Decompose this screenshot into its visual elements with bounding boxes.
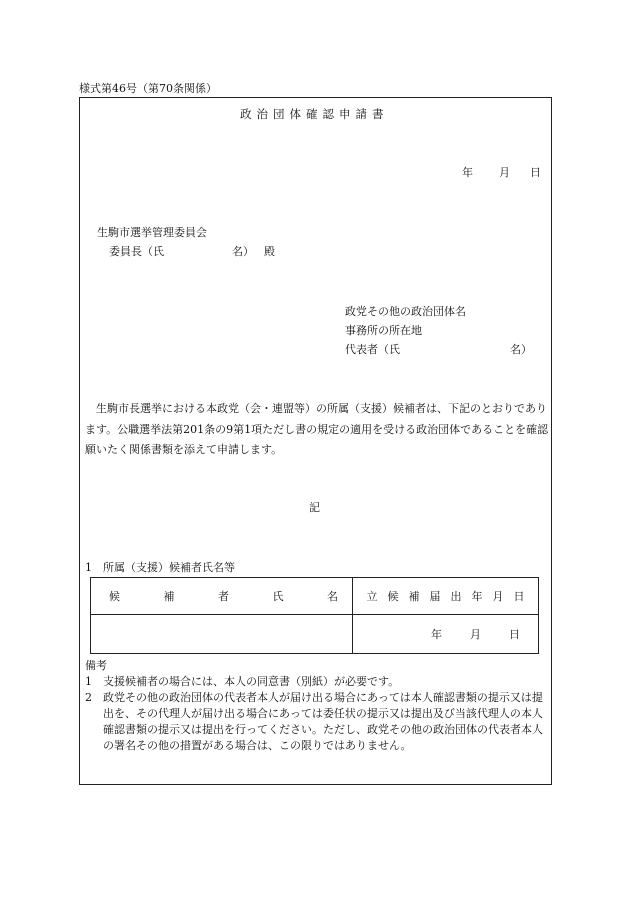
candidate-name-header: 候 補 者 氏 名	[91, 578, 353, 615]
body-paragraph: 生駒市長選挙における本政党（会・連盟等）の所属（支援）候補者は、下記のとおりであります。公職選挙法第201条の9第1項ただし書の規定の適用を受ける政治団体であることを確認願いたく関係書類を添えて申請します。	[85, 402, 549, 456]
org-name-label: 政党その他の政治団体名	[345, 305, 466, 318]
notes-heading: 備考	[85, 659, 107, 672]
representative-line	[345, 341, 532, 357]
notes-section	[85, 658, 550, 754]
rep-suffix: 名）	[510, 343, 532, 356]
addressee-chair	[109, 243, 275, 259]
date-month: 月	[499, 166, 510, 179]
honorific: 殿	[264, 245, 275, 258]
note-item: 2 政党その他の政治団体の代表者本人が届け出る場合にあっては本人確認書類の提示又は提出を、その代理人が届け出る場合にあっては委任状の提示又は提出及び当該代理人の本人確認書類の提示又は提出を行ってください。ただし、政党その他の政治団体の代表者本人の署名その他の措置がある場合は、この限りではありません。	[85, 691, 543, 752]
candidate-name-cell[interactable]	[91, 615, 353, 654]
filing-date-cell[interactable]: 年 月 日	[353, 615, 539, 654]
candidate-table	[90, 577, 539, 654]
ki-heading: 記	[309, 501, 320, 514]
office-label: 事務所の所在地	[345, 324, 422, 337]
filing-date-header: 立 候 補 届 出 年 月 日	[353, 578, 539, 615]
chair-suffix: 名）	[232, 245, 254, 258]
date-line	[462, 164, 541, 180]
form-label: 様式第46号（第70条関係）	[79, 82, 217, 95]
section1-heading: 1 所属（支援）候補者氏名等	[85, 561, 235, 574]
date-day: 日	[530, 166, 541, 179]
date-year: 年	[462, 166, 473, 179]
addressee-committee: 生駒市選挙管理委員会	[97, 226, 207, 239]
note-item: 1 支援候補者の場合には、本人の同意書（別紙）が必要です。	[85, 675, 400, 688]
chair-prefix: 委員長（氏	[109, 245, 164, 258]
rep-prefix: 代表者（氏	[345, 343, 400, 356]
document-title: 政治団体確認申請書	[240, 107, 389, 121]
